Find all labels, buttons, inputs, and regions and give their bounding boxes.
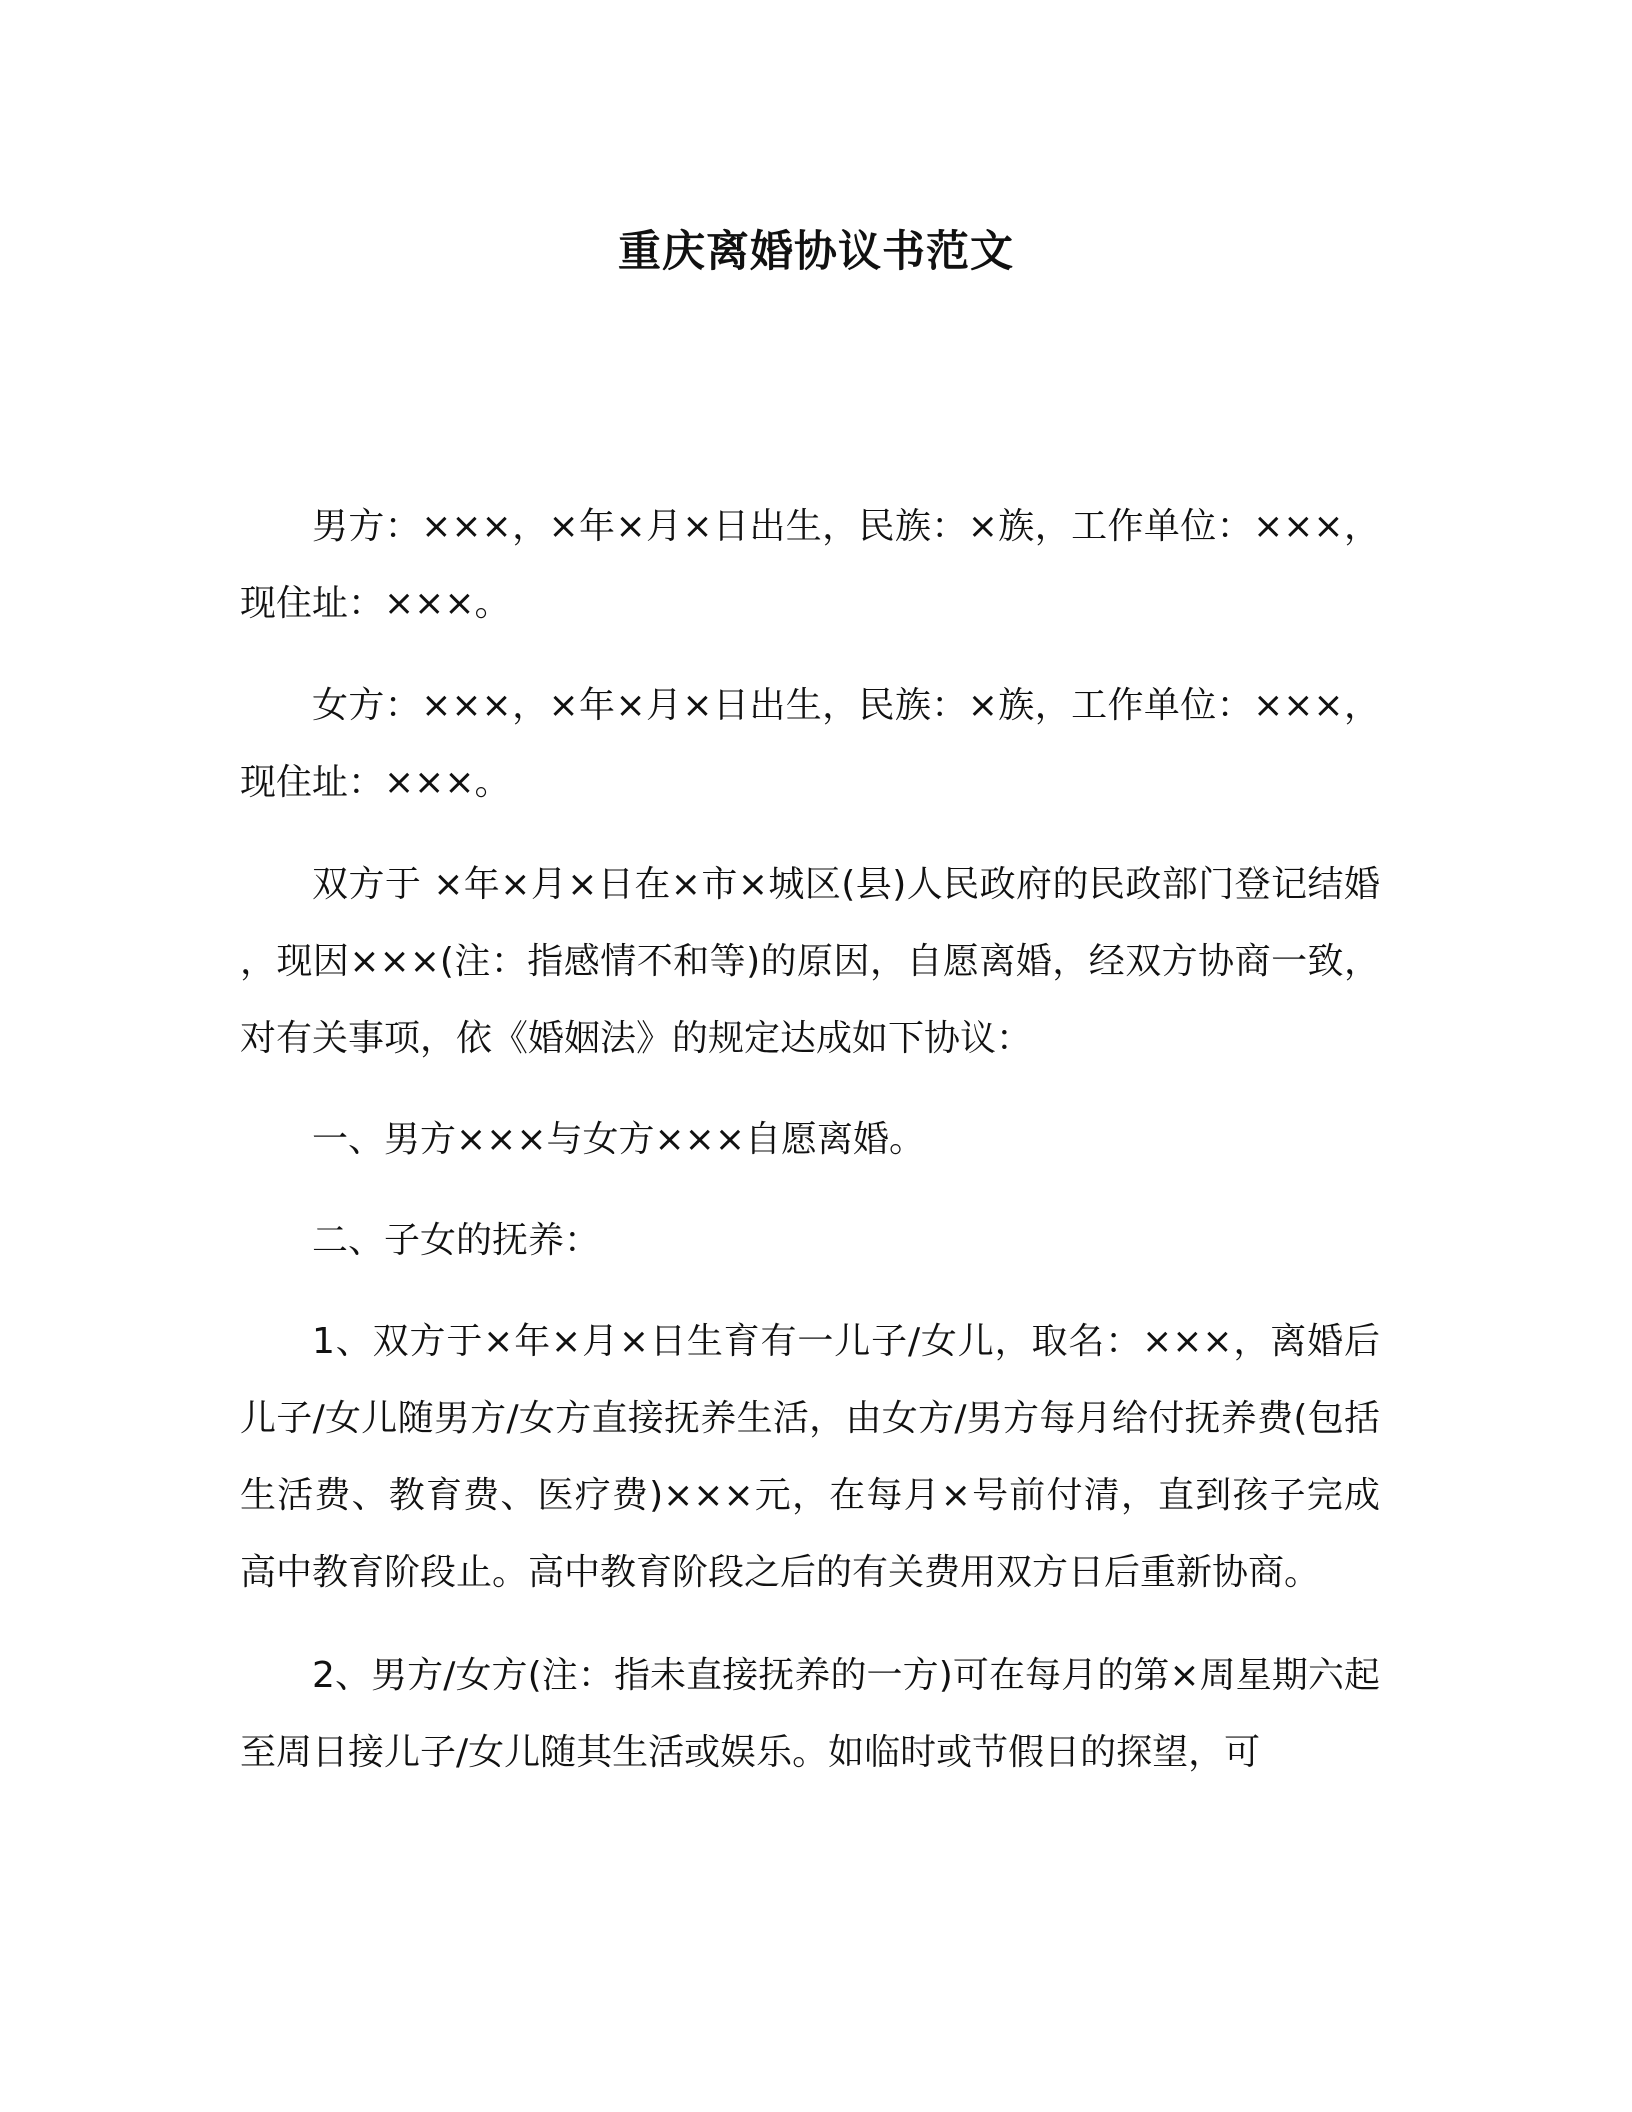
document-body [240, 488, 1380, 1791]
document-title: 重庆离婚协议书范文 [618, 227, 1014, 277]
paragraph-male-party: 男方：×××，×年×月×日出生，民族：×族，工作单位：×××，现住址：×××。 [240, 506, 1380, 624]
paragraph-clause-1-divorce: 一、男方×××与女方×××自愿离婚。 [312, 1119, 925, 1160]
paragraph-clause-2-heading: 二、子女的抚养： [312, 1220, 601, 1261]
paragraph-marriage-background: 双方于 ×年×月×日在×市×城区(县)人民政府的民政部门登记结婚，现因×××(注：指感情不和等)的原因，自愿离婚，经双方协商一致，对有关事项，依《婚姻法》的规定达成如下协议： [240, 864, 1380, 1059]
paragraph-female-party: 女方：×××，×年×月×日出生，民族：×族，工作单位：×××，现住址：×××。 [240, 685, 1380, 803]
paragraph-child-support: 1、双方于×年×月×日生育有一儿子/女儿，取名：×××，离婚后儿子/女儿随男方/女方直接抚养生活，由女方/男方每月给付抚养费(包括生活费、教育费、医疗费)×××元，在每月×号前付清，直到孩子完成高中教育阶段止。高中教育阶段之后的有关费用双方日后重新协商。 [240, 1321, 1380, 1593]
paragraph-visitation: 2、男方/女方(注：指未直接抚养的一方)可在每月的第×周星期六起至周日接儿子/女儿随其生活或娱乐。如临时或节假日的探望，可 [240, 1655, 1380, 1773]
